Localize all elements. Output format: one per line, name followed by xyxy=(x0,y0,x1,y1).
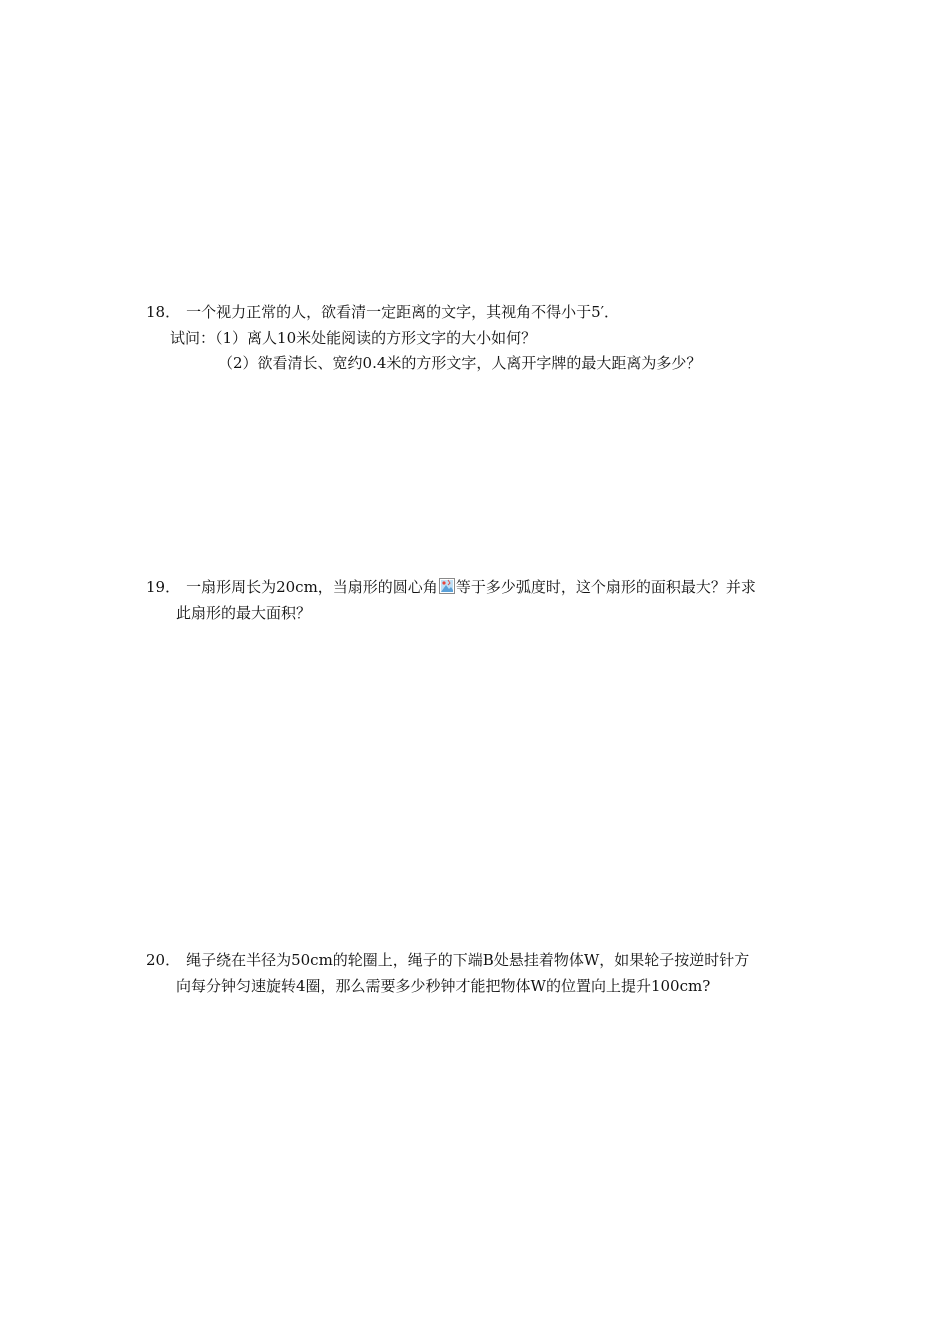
question-18-line-1 xyxy=(146,302,619,322)
question-18-line-3: （2）欲看清长、宽约0.4米的方形文字，人离开字牌的最大距离为多少？ xyxy=(218,354,702,372)
question-19-text-after: 等于多少弧度时，这个扇形的面积最大？并求 xyxy=(455,578,756,596)
question-18-line-2: 试问：（1）离人10米处能阅读的方形文字的大小如何？ xyxy=(170,329,537,347)
question-20-line-2: 向每分钟匀速旋转4圈，那么需要多少秒钟才能把物体W的位置向上提升100cm? xyxy=(176,977,711,995)
question-18-number: 18． xyxy=(146,303,181,321)
question-19-line-2: 此扇形的最大面积？ xyxy=(176,604,312,622)
question-20-line-1 xyxy=(146,950,749,970)
question-19-line-1 xyxy=(146,577,756,597)
question-19-text-before: 一扇形周长为20cm，当扇形的圆心角 xyxy=(186,578,438,596)
question-19-number: 19． xyxy=(146,578,181,596)
question-20-number: 20． xyxy=(146,951,181,969)
question-20-text: 绳子绕在半径为50cm的轮圈上，绳子的下端B处悬挂着物体W，如果轮子按逆时针方 xyxy=(186,951,750,969)
broken-image-icon xyxy=(439,578,455,594)
question-18-text: 一个视力正常的人，欲看清一定距离的文字，其视角不得小于5′． xyxy=(186,303,620,321)
